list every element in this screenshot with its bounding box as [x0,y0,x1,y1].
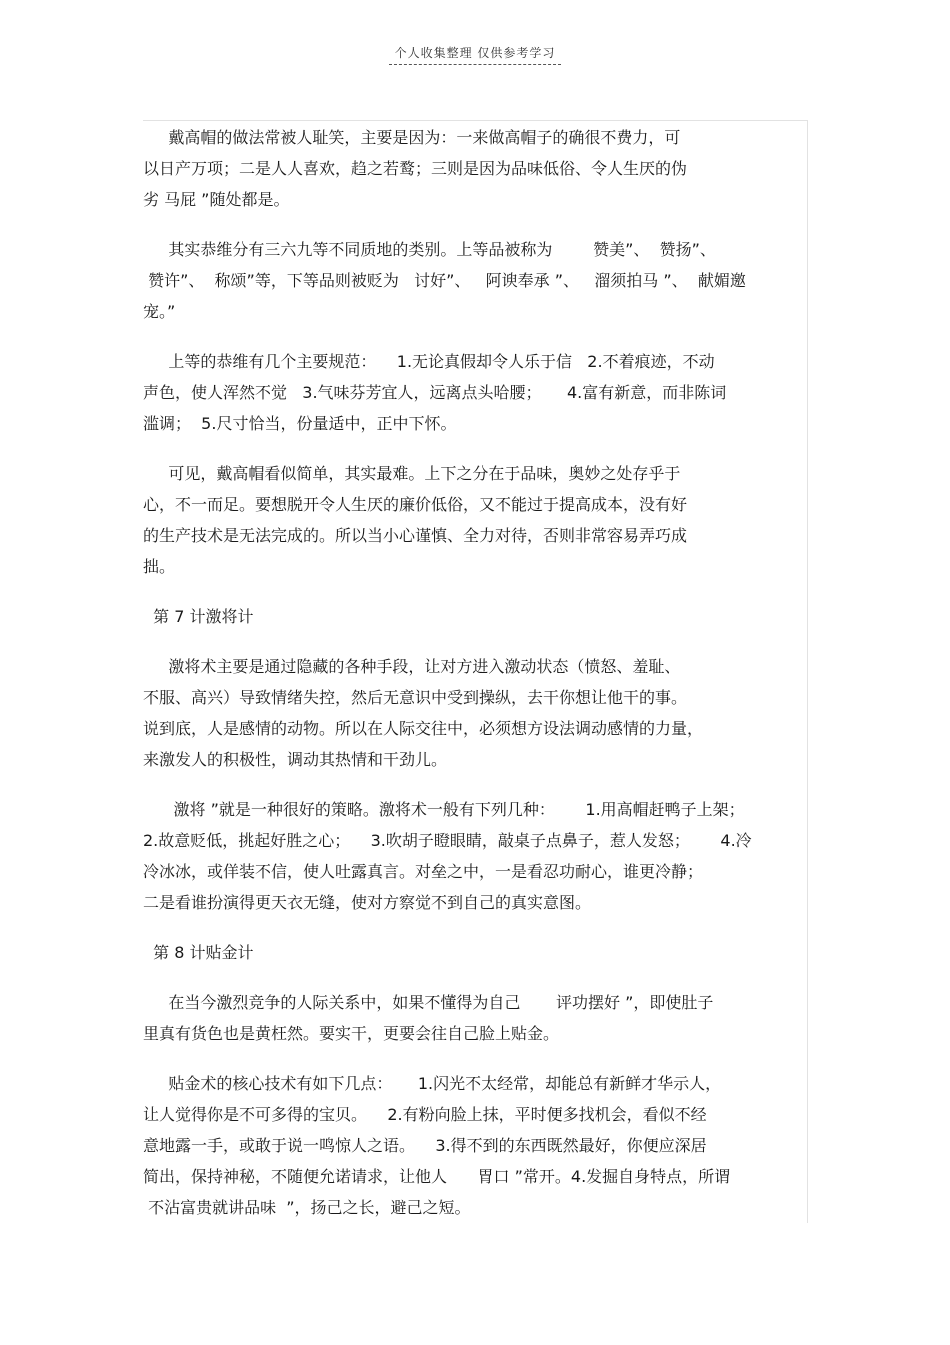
text-line: 来激发人的积极性，调动其热情和干劲儿。 [143,750,448,769]
text-line: 第 7 计激将计 [143,607,254,626]
paragraph-gap [143,632,807,651]
text-line: 贴金术的核心技术有如下几点： 1.闪光不太经常，却能总有新鲜才华示人， [143,1074,722,1093]
text-line: 其实恭维分有三六九等不同质地的类别。上等品被称为 赞美”、 赞扬”、 [143,240,716,259]
text-line: 劣 马屁 ”随处都是。 [143,190,290,209]
text-line: 二是看谁扮演得更天衣无缝，使对方察觉不到自己的真实意图。 [143,893,592,912]
paragraph [143,1068,807,1223]
text-line: 拙。 [143,557,176,576]
text-line: 可见，戴高帽看似简单，其实最难。上下之分在于品味，奥妙之处存乎于 [143,464,681,483]
text-line: 以日产万项；二是人人喜欢，趋之若鹜；三则是因为品味低俗、令人生厌的伪 [143,159,688,178]
paragraph [143,346,807,439]
text-line: 不服、高兴）导致情绪失控，然后无意识中受到操纵，去干你想让他干的事。 [143,688,688,707]
paragraph-gap [143,439,807,458]
text-line: 2.故意贬低，挑起好胜之心； 3.吹胡子瞪眼睛，敲桌子点鼻子，惹人发怒； 4.冷 [143,831,752,850]
text-line: 激将术主要是通过隐藏的各种手段，让对方进入激动状态（愤怒、羞耻、 [143,657,681,676]
text-line: 冷冰冰，或佯装不信，使人吐露真言。对垒之中，一是看忍功耐心，谁更冷静； [143,862,704,881]
document-body [143,122,807,1223]
text-line: 简出，保持神秘，不随便允诺请求，让他人 胃口 ”常开。4.发掘自身特点，所谓 [143,1167,731,1186]
text-line: 声色，使人浑然不觉 3.气味芬芳宜人，远离点头哈腰； 4.富有新意，而非陈词 [143,383,727,402]
text-line: 戴高帽的做法常被人耻笑，主要是因为：一来做高帽子的确很不费力，可 [143,128,681,147]
paragraph-gap [143,1049,807,1068]
text-line: 赞许”、 称颂”等，下等品则被贬为 讨好”、 阿谀奉承 ”、 溜须拍马 ”、 献媚邀 [143,271,746,290]
paragraph-gap [143,918,807,937]
text-line: 上等的恭维有几个主要规范： 1.无论真假却令人乐于信 2.不着痕迹，不动 [143,352,715,371]
paragraph [143,794,807,918]
paragraph-gap [143,215,807,234]
paragraph-gap [143,582,807,601]
text-line: 宠。” [143,302,176,321]
text-line: 的生产技术是无法完成的。所以当小心谨慎、全力对待，否则非常容易弄巧成 [143,526,688,545]
text-line: 说到底，人是感情的动物。所以在人际交往中，必须想方设法调动感情的力量， [143,719,704,738]
text-line: 第 8 计贴金计 [143,943,254,962]
text-line: 不沾富贵就讲品味 ”，扬己之长，避己之短。 [143,1198,471,1217]
text-line: 滥调； 5.尺寸恰当，份量适中，正中下怀。 [143,414,457,433]
section-heading [143,937,807,968]
text-line: 心，不一而足。要想脱开令人生厌的廉价低俗，又不能过于提高成本，没有好 [143,495,688,514]
section-heading [143,601,807,632]
paragraph [143,122,807,215]
header-text: 个人收集整理 仅供参考学习 [389,44,562,65]
paragraph [143,987,807,1049]
paragraph-gap [143,327,807,346]
text-line: 里真有货色也是黄枉然。要实干，更要会往自己脸上贴金。 [143,1024,560,1043]
text-line: 意地露一手，或敢于说一鸣惊人之语。 3.得不到的东西既然最好，你便应深居 [143,1136,707,1155]
paragraph [143,651,807,775]
text-line: 在当今激烈竞争的人际关系中，如果不懂得为自己 评功摆好 ”，即使肚子 [143,993,714,1012]
paragraph-gap [143,968,807,987]
paragraph [143,458,807,582]
paragraph-gap [143,775,807,794]
text-line: 激将 ”就是一种很好的策略。激将术一般有下列几种： 1.用高帽赶鸭子上架； [143,800,745,819]
text-line: 让人觉得你是不可多得的宝贝。 2.有粉向脸上抹，平时便多找机会，看似不经 [143,1105,707,1124]
paragraph [143,234,807,327]
page-header [0,44,950,65]
